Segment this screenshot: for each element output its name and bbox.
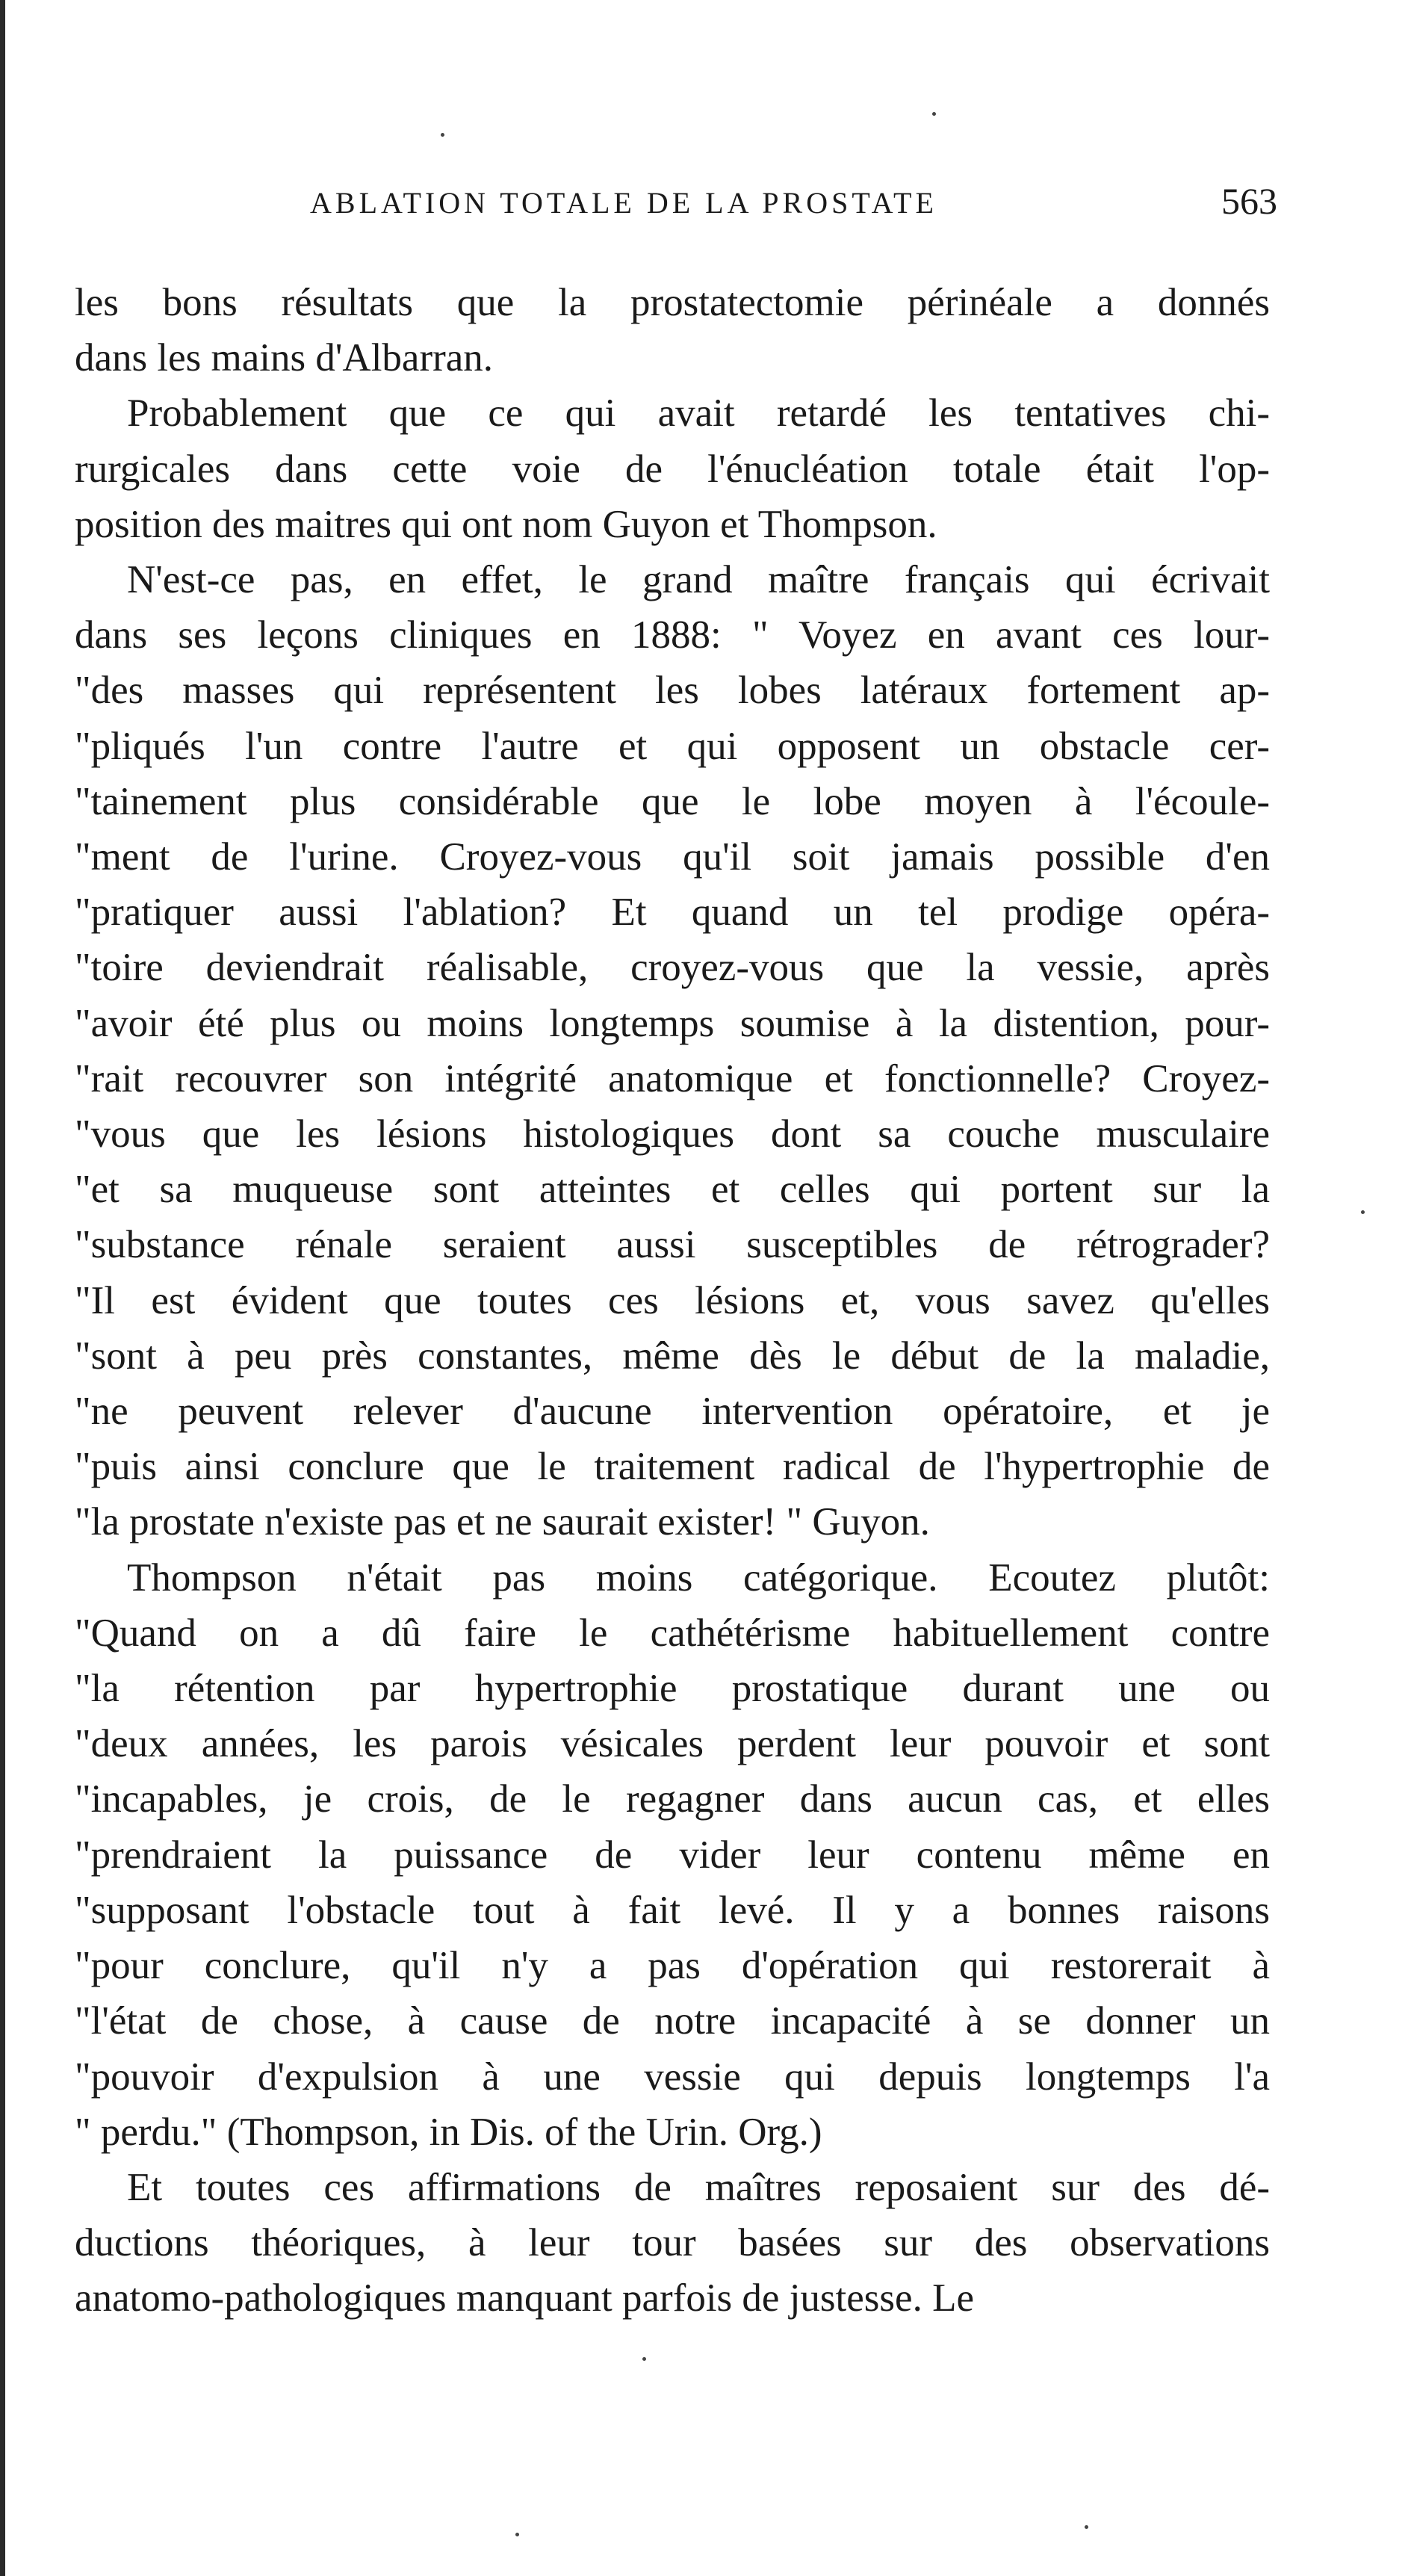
text-line: "supposant l'obstacle tout à fait levé. Il y a bonnes raisons	[75, 1888, 1270, 1932]
text-line: dans les mains d'Albarran.	[75, 336, 494, 380]
text-line: "toire deviendrait réalisable, croyez-vous que la vessie, après	[75, 946, 1270, 990]
scan-edge	[0, 0, 5, 2576]
page-number: 563	[1221, 180, 1277, 222]
text-line: "des masses qui représentent les lobes latéraux fortement ap-	[75, 669, 1270, 713]
text-line: "tainement plus considérable que le lobe moyen à l'écoule-	[75, 779, 1270, 823]
text-line: "avoir été plus ou moins longtemps soumise à la distention, pour-	[75, 1001, 1270, 1045]
text-line: "rait recouvrer son intégrité anatomique et fonctionnelle? Croyez-	[75, 1056, 1270, 1100]
text-line: "vous que les lésions histologiques dont sa couche musculaire	[75, 1112, 1270, 1157]
text-line: "l'état de chose, à cause de notre incapacité à se donner un	[75, 1999, 1270, 2043]
body-text	[75, 275, 1270, 2326]
text-line: "la prostate n'existe pas et ne saurait exister! " Guyon.	[75, 1500, 930, 1544]
scan-speck	[932, 112, 936, 116]
paragraph	[75, 1550, 1270, 2160]
scan-speck	[515, 2533, 519, 2536]
text-line: "ne peuvent relever d'aucune intervention opératoire, et je	[75, 1390, 1270, 1434]
scan-speck	[1361, 1210, 1365, 1214]
text-line: "pliqués l'un contre l'autre et qui opposent un obstacle cer-	[75, 724, 1270, 768]
text-line: "deux années, les parois vésicales perdent leur pouvoir et sont	[75, 1722, 1270, 1766]
text-line: N'est-ce pas, en effet, le grand maître français qui écrivait	[127, 558, 1270, 602]
paragraph	[75, 2160, 1270, 2326]
text-line: "Il est évident que toutes ces lésions et, vous savez qu'elles	[75, 1278, 1270, 1322]
text-line: "substance rénale seraient aussi susceptibles de rétrograder?	[75, 1223, 1270, 1267]
text-line: les bons résultats que la prostatectomie périnéale a donnés	[75, 281, 1270, 324]
running-title: ABLATION TOTALE DE LA PROSTATE	[310, 186, 937, 220]
text-line: Probablement que ce qui avait retardé les tentatives chi-	[127, 391, 1270, 436]
text-line: dans ses leçons cliniques en 1888: " Voyez en avant ces lour-	[75, 613, 1270, 657]
text-line: "puis ainsi conclure que le traitement radical de l'hypertrophie de	[75, 1445, 1270, 1489]
text-line: " perdu." (Thompson, in Dis. of the Urin. Org.)	[75, 2110, 822, 2154]
text-line: anatomo-pathologiques manquant parfois de justesse. Le	[75, 2276, 974, 2320]
text-line: "pratiquer aussi l'ablation? Et quand un tel prodige opéra-	[75, 891, 1270, 935]
text-line: rurgicales dans cette voie de l'énucléation totale était l'op-	[75, 447, 1270, 491]
text-line: "pour conclure, qu'il n'y a pas d'opération qui restorerait à	[75, 1944, 1270, 1988]
scan-speck	[1085, 2525, 1088, 2529]
text-line: Et toutes ces affirmations de maîtres reposaient sur des dé-	[127, 2165, 1270, 2209]
paragraph	[75, 386, 1270, 552]
paragraph	[75, 275, 1270, 386]
book-page	[75, 179, 1277, 2326]
text-line: "ment de l'urine. Croyez-vous qu'il soit jamais possible d'en	[75, 835, 1270, 879]
paragraph	[75, 552, 1270, 1550]
text-line: "et sa muqueuse sont atteintes et celles qui portent sur la	[75, 1168, 1270, 1212]
scan-speck	[441, 133, 444, 137]
text-line: "incapables, je crois, de le regagner dans aucun cas, et elles	[75, 1777, 1270, 1821]
text-line: "sont à peu près constantes, même dès le début de la maladie,	[75, 1334, 1270, 1378]
text-line: ductions théoriques, à leur tour basées sur des observations	[75, 2221, 1270, 2265]
text-line: Thompson n'était pas moins catégorique. Ecoutez plutôt:	[127, 1555, 1270, 1600]
text-line: "Quand on a dû faire le cathétérisme habituellement contre	[75, 1611, 1270, 1655]
running-head	[75, 179, 1277, 239]
scan-speck	[642, 2357, 646, 2361]
text-line: position des maitres qui ont nom Guyon et Thompson.	[75, 502, 937, 546]
text-line: "pouvoir d'expulsion à une vessie qui depuis longtemps l'a	[75, 2055, 1270, 2099]
text-line: "la rétention par hypertrophie prostatique durant une ou	[75, 1667, 1270, 1711]
text-line: "prendraient la puissance de vider leur contenu même en	[75, 1833, 1270, 1877]
